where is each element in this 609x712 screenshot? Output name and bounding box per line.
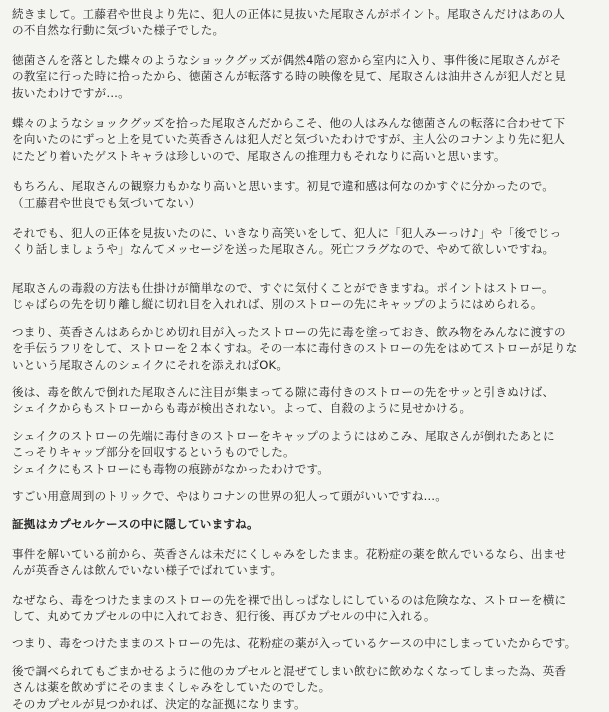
text-line: つまり、毒をつけたままのストローの先は、花粉症の薬が入っているケースの中にしまっていたからです。 [12,636,577,651]
paragraph-observation [12,178,597,211]
text-line: 事件を解いている前から、英香さんは未だにくしゃみをしたまま。花粉症の薬を飲んでいるなら、出ませ [12,546,567,561]
paragraph-death-flag [12,225,597,258]
text-line: （工藤君や世良でも気づいてない） [12,195,201,210]
paragraph-case-storage [12,635,597,651]
text-line: 尾取さんの毒殺の方法も仕掛けが簡単なので、すぐに気付くことができますね。ポイントはストロー。 [12,280,554,295]
text-line: を手伝うフリをして、ストローを２本くすね。その一本に毒付きのストローの先をはめてストローが足りな [12,341,578,356]
text-line: して、丸めてカプセルの中に入れておき、犯行後、再びカプセルの中に入れる。 [12,608,436,623]
paragraph-clever-culprit [12,488,597,504]
paragraph-evidence-heading [12,516,597,532]
text-line: にたどり着いたゲストキャラは珍しいので、尾取さんの推理力もそれなりに高いと思います。 [12,148,506,163]
text-line: んが英香さんは飲んでいない様子でばれています。 [12,563,283,578]
text-line: そのカプセルが見つかれば、決定的な証拠になります。 [12,696,306,711]
paragraph-straw-trick [12,324,597,373]
text-line: シェイクのストローの先端に毒付きのストローをキャップのようにはめこみ、尾取さんが倒れたあとに [12,428,555,443]
text-line: 証拠はカプセルケースの中に隠していますね。 [12,517,259,532]
paragraph-reasoning [12,115,597,164]
text-line: こっそりキャップ部分を回収するというものでした。 [12,445,295,460]
paragraph-intro [12,6,597,39]
text-line: なぜなら、毒をつけたままのストローの先を裸で出しっぱなしにしているのは危険なな、ストローを横に [12,592,567,607]
text-line: じゃばらの先を切り離し縦に切れ目を入れれば、別のストローの先にキャップのようにはめられる。 [12,297,543,312]
text-line: シェイクからもストローからも毒が検出されない。よって、自殺のように見せかける。 [12,401,472,416]
paragraph-capsule-hiding [12,592,597,625]
text-line: 抜いたわけですが…。 [12,85,130,100]
text-line: 後は、毒を飲んで倒れた尾取さんに注目が集まってる隙に毒付きのストローの先をサッと引きぬけば、 [12,384,555,399]
paragraph-after-poison [12,384,597,417]
text-line: それでも、犯人の正体を見抜いたのに、いきなり高笑いをして、犯人に「犯人みーっけ♪」や「後でじっ [12,226,562,241]
text-line: 後で調べられてもごまかせるように他のカプセルと混ぜてしまい飲むに飲めなくなってしまった為、英香 [12,663,567,678]
text-line: つまり、英香さんはあらかじめ切れ目が入ったストローの先に毒を塗っておき、飲み物をみんなに渡すの [12,324,566,339]
text-line: さんは薬を飲めずにそのままくしゃみをしていたのでした。 [12,680,331,695]
text-line: シェイクにもストローにも毒物の痕跡がなかったわけです。 [12,461,330,476]
text-line: の不自然な行動に気づいた様子でした。 [12,23,225,38]
text-line: くり話しましょうや」なんてメッセージを送った尾取さん。死亡フラグなので、やめて欲しいですね。 [12,242,555,257]
paragraph-butterfly-goods [12,52,597,101]
text-line: 徳菌さんを落とした蝶々のようなショックグッズが偶然4階の窓から室内に入り、事件後に尾取さんがそ [12,52,562,67]
paragraph-cap-recovery [12,428,597,477]
text-line: 蝶々のようなショックグッズを拾った尾取さんだからこそ、他の人はみんな徳菌さんの転落に合わせて下 [12,116,566,131]
paragraph-conclusion [12,663,597,712]
text-line: いという尾取さんのシェイクにそれを添えればOK。 [12,357,289,372]
text-line: 続きまして。工藤君や世良より先に、犯人の正体に見抜いた尾取さんがポイント。尾取さんだけはあの人 [12,7,566,21]
text-line: もちろん、尾取さんの観察力もかなり高いと思います。初見で違和感は何なのかすぐに分かったので。 [12,179,555,194]
paragraph-sneezing [12,546,597,579]
text-line: を向いたのにずっと上を見ていた英香さんは犯人だと気づいたわけですが、主人公のコナンより先に犯人 [12,132,566,147]
text-line: すごい用意周到のトリックで、やはりコナンの世界の犯人って頭がいいですね…。 [12,488,448,503]
text-line: の教室に行った時に拾ったから、徳菌さんが転落する時の映像を見て、尾取さんは油井さんが犯人だと見 [12,69,567,84]
paragraph-poison-method [12,280,597,313]
